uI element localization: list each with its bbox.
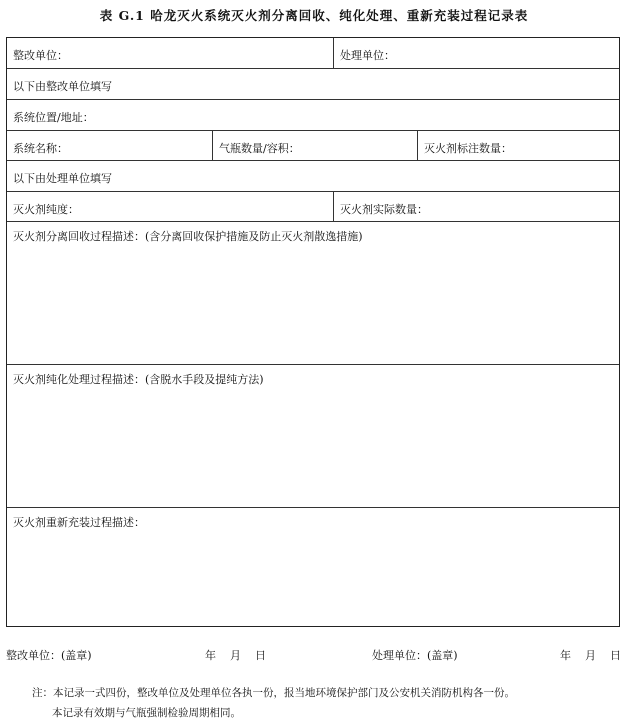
section-rectify-label: 以下由整改单位填写	[13, 80, 112, 93]
system-name-label: 系统名称：	[13, 142, 68, 155]
row-section-process	[7, 161, 619, 192]
system-name-field[interactable]	[7, 131, 212, 160]
process-sign: 处理单位：(盖章)	[372, 649, 458, 662]
rectify-unit-field[interactable]	[7, 38, 333, 68]
row-purification	[7, 365, 619, 508]
refill-desc-field[interactable]	[7, 508, 621, 626]
separation-desc-field[interactable]	[7, 222, 621, 364]
rectify-date: 年 月 日	[205, 649, 266, 662]
section-process-label: 以下由处理单位填写	[13, 172, 112, 185]
system-location-field[interactable]	[7, 100, 621, 130]
row-system-location	[7, 100, 619, 131]
process-unit-label: 处理单位：	[340, 49, 395, 62]
purification-desc-field[interactable]	[7, 365, 621, 507]
agent-actual-label: 灭火剂实际数量：	[340, 203, 428, 216]
row-separation	[7, 222, 619, 365]
rectify-unit-label: 整改单位：	[13, 49, 68, 62]
process-unit-field[interactable]	[333, 38, 621, 68]
page-title: 表 G.1 哈龙灭火系统灭火剂分离回收、纯化处理、重新充装过程记录表	[99, 8, 529, 23]
note-line-1: 注：本记录一式四份，整改单位及处理单位各执一份，报当地环境保护部门及公安机关消防机构各一份。	[32, 687, 515, 699]
agent-nominal-field[interactable]	[417, 131, 621, 160]
purification-desc-label: 灭火剂纯化处理过程描述：(含脱水手段及提纯方法)	[13, 373, 264, 386]
agent-actual-field[interactable]	[333, 192, 621, 221]
rectify-sign: 整改单位：(盖章)	[6, 649, 92, 662]
agent-purity-label: 灭火剂纯度：	[13, 203, 79, 216]
agent-nominal-label: 灭火剂标注数量：	[424, 142, 512, 155]
separation-desc-label: 灭火剂分离回收过程描述：(含分离回收保护措施及防止灭火剂散逸措施)	[13, 230, 363, 243]
agent-purity-field[interactable]	[7, 192, 333, 221]
refill-desc-label: 灭火剂重新充装过程描述：	[13, 516, 145, 529]
record-form	[6, 37, 620, 627]
row-section-rectify	[7, 69, 619, 100]
note-line-2: 本记录有效期与气瓶强制检验周期相同。	[52, 707, 241, 719]
system-location-label: 系统位置/地址：	[13, 111, 94, 124]
row-agent-quality	[7, 192, 619, 222]
cylinder-qty-label: 气瓶数量/容积：	[219, 142, 300, 155]
row-units	[7, 38, 619, 69]
row-system-info	[7, 131, 619, 161]
process-date: 年 月 日	[560, 649, 621, 662]
cylinder-qty-field[interactable]	[212, 131, 417, 160]
row-refill	[7, 508, 619, 626]
